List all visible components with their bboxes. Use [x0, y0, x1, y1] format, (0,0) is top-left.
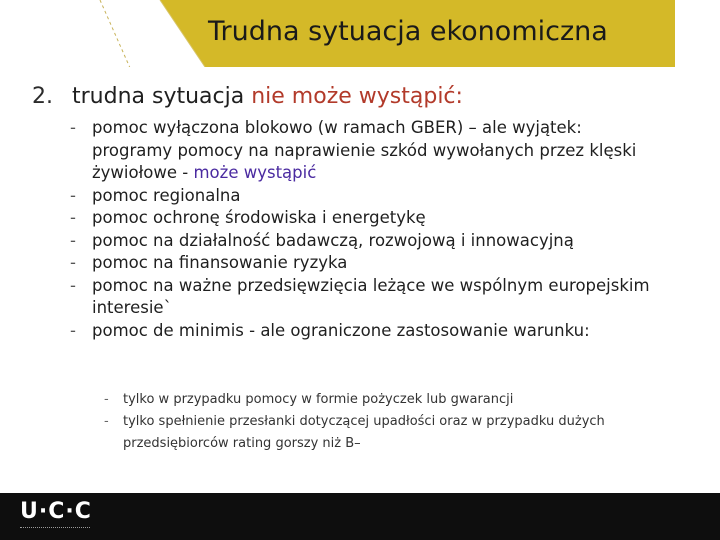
bullet-text: pomoc de minimis - ale ograniczone zastosowanie warunku:	[92, 320, 590, 340]
bullet-text: pomoc na finansowanie ryzyka	[92, 253, 348, 272]
list-item	[70, 117, 710, 185]
bullet-text: pomoc ochronę środowiska i energetykę	[92, 208, 426, 227]
logo-text: U·C·C	[20, 499, 92, 524]
list-item	[70, 185, 710, 208]
bullet-text: pomoc na działalność badawczą, rozwojową i innowacyjną	[92, 230, 574, 250]
list-item	[70, 252, 710, 275]
list-item	[70, 320, 710, 343]
bullet-text: pomoc na ważne przedsięwzięcia leżące we wspólnym europejskim	[92, 275, 650, 295]
sub-bullet-text: tylko w przypadku pomocy w formie pożyczek lub gwarancji	[123, 392, 514, 407]
section-heading	[32, 84, 463, 109]
bullet-text: interesie`	[92, 298, 172, 317]
university-logo	[20, 500, 100, 536]
bullet-text: pomoc wyłączona blokowo (w ramach GBER) – ale wyjątek:	[92, 118, 582, 137]
bullet-dash: -	[70, 118, 76, 137]
bullet-dash: -	[70, 253, 76, 272]
heading-number: 2.	[32, 84, 53, 109]
bullet-highlight: może wystąpić	[193, 163, 317, 182]
bullet-list	[70, 117, 710, 342]
sub-list-item	[104, 411, 704, 455]
sub-bullet-dash: -	[104, 414, 109, 429]
title-bar	[0, 0, 675, 67]
bullet-text: żywiołowe -	[92, 163, 194, 182]
bullet-dash: -	[70, 185, 76, 205]
list-item	[70, 230, 710, 253]
bullet-dash: -	[70, 208, 76, 227]
sub-bullet-text: przedsiębiorców rating gorszy niż B–	[123, 436, 361, 451]
sub-bullet-list	[104, 389, 704, 455]
logo-tagline-line	[20, 527, 90, 531]
heading-text: trudna sytuacja	[72, 84, 252, 109]
sub-bullet-dash: -	[104, 392, 109, 407]
footer-bar	[0, 493, 720, 540]
list-item	[70, 207, 710, 230]
heading-highlight: nie może wystąpić:	[251, 84, 463, 109]
slide-title: Trudna sytuacja ekonomiczna	[208, 16, 608, 47]
sub-list-item	[104, 389, 704, 411]
bullet-dash: -	[70, 230, 76, 250]
bullet-dash: -	[70, 320, 76, 340]
bullet-dash: -	[70, 275, 76, 295]
list-item	[70, 275, 710, 320]
sub-bullet-text: tylko spełnienie przesłanki dotyczącej upadłości oraz w przypadku dużych	[123, 414, 605, 429]
bullet-text: programy pomocy na naprawienie szkód wywołanych przez klęski	[92, 140, 637, 160]
bullet-text: pomoc regionalna	[92, 185, 241, 205]
